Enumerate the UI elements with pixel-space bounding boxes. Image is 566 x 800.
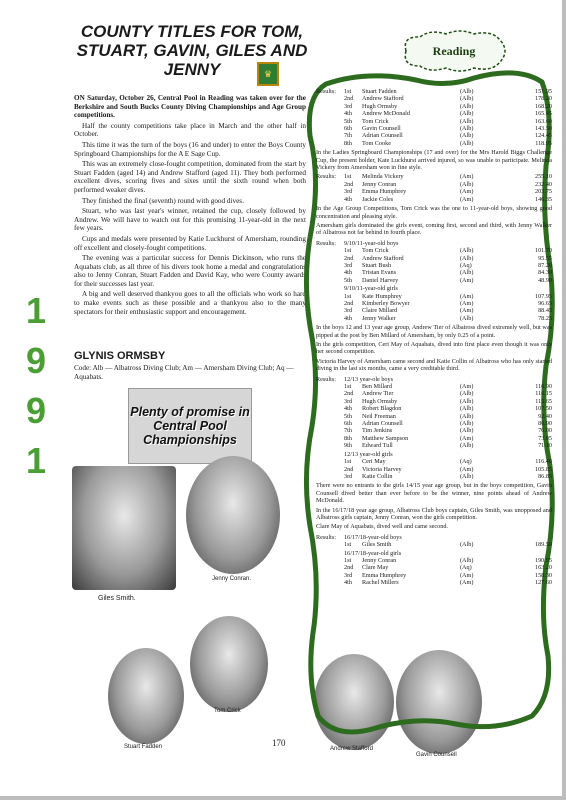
- results-label: [316, 564, 344, 571]
- results-label: [316, 110, 344, 117]
- result-score: 73.95: [538, 434, 552, 442]
- result-position: 1st: [344, 383, 352, 391]
- result-club: (Alb): [460, 88, 474, 95]
- result-position: 5th: [344, 117, 352, 125]
- result-club: (Alb): [460, 269, 474, 277]
- result-position: 1st: [344, 541, 352, 549]
- reading-label: Reading: [432, 43, 476, 58]
- result-row: [316, 132, 552, 139]
- result-position: 4th: [344, 269, 352, 277]
- results-label: [316, 390, 344, 397]
- result-name: Gavin Counsell: [362, 125, 401, 133]
- results-label: [316, 541, 344, 548]
- result-name: Jenny Conran: [362, 556, 397, 564]
- results-label: [316, 427, 344, 434]
- results-label: [316, 247, 344, 254]
- result-score: 116.15: [535, 390, 552, 398]
- results-label: [316, 300, 344, 307]
- results-label: [316, 572, 344, 579]
- result-club: (Alb): [460, 132, 474, 140]
- age-group-label: 16/17/18-year-old boys: [344, 533, 402, 541]
- result-club: (Alb): [460, 139, 474, 147]
- result-position: 1st: [344, 173, 352, 181]
- result-score: 96.65: [538, 299, 552, 307]
- result-score: 190.95: [534, 556, 552, 564]
- result-position: 4th: [344, 405, 352, 413]
- result-name: Jackie Coles: [362, 195, 394, 203]
- result-club: (Alb): [460, 556, 474, 564]
- result-name: Hugh Ormsby: [362, 102, 398, 110]
- result-name: Ceri May: [362, 458, 386, 466]
- result-score: 189.50: [534, 541, 552, 549]
- result-position: 3rd: [344, 472, 353, 480]
- year-digit: 1: [26, 290, 47, 331]
- result-position: 3rd: [344, 307, 353, 315]
- result-name: Andrew Stafford: [362, 254, 404, 262]
- article-paragraph: A big and well deserved thankyou goes to all the officials who work so hard to make events such as these possible and a thankyou also to the many spectators for their enthusiastic support and encouragement.: [74, 290, 306, 316]
- result-row: [316, 293, 552, 300]
- promo-text: Plenty of promise in Central Pool Championships: [130, 405, 250, 447]
- result-club: (Am): [460, 383, 474, 391]
- result-name: Melinda Vickery: [362, 173, 404, 181]
- results-label: [316, 307, 344, 314]
- result-club: (Am): [460, 571, 474, 579]
- result-name: Jenny Walker: [362, 314, 396, 322]
- result-name: Tom Crick: [362, 117, 389, 125]
- result-row: [316, 125, 552, 132]
- result-name: Adrian Counsell: [362, 132, 403, 140]
- page-number: 170: [272, 738, 286, 748]
- result-name: Claire Millard: [362, 307, 398, 315]
- result-club: (Alb): [460, 405, 474, 413]
- result-name: Andrew McDonald: [362, 110, 410, 118]
- result-club: (Alb): [460, 247, 474, 255]
- tom-crick-photo: [190, 616, 268, 712]
- result-row: [316, 572, 552, 579]
- result-score: 203.75: [534, 188, 552, 196]
- result-row: [316, 473, 552, 480]
- agegroup-results: [316, 239, 552, 322]
- result-score: 115.65: [535, 397, 552, 405]
- result-club: (Am): [460, 292, 474, 300]
- results-section-header: [316, 284, 552, 292]
- result-score: 107.50: [534, 405, 552, 413]
- results-label: [316, 262, 344, 269]
- results-label: Results:: [316, 239, 336, 247]
- result-row: [316, 110, 552, 117]
- article-paragraph: Stuart, who was last year's winner, retained the cup, closely followed by Andrew. We will have to watch out for this promising 11-year-old in the next few years.: [74, 207, 306, 233]
- result-club: (Alb): [460, 180, 474, 188]
- result-score: 48.90: [538, 276, 552, 284]
- result-club: (Alb): [460, 125, 474, 133]
- result-club: (Am): [460, 173, 474, 181]
- result-club: (Alb): [460, 541, 474, 549]
- results-label: Results:: [316, 173, 336, 181]
- result-row: [316, 277, 552, 284]
- results-label: [316, 103, 344, 110]
- results-label: [316, 140, 344, 147]
- year-digit: 9: [26, 340, 47, 381]
- result-position: 4th: [344, 110, 352, 118]
- result-position: 2nd: [344, 465, 354, 473]
- result-row: [316, 405, 552, 412]
- results-label: [316, 118, 344, 125]
- result-position: 1st: [344, 556, 352, 564]
- results-label: [316, 420, 344, 427]
- teen-paragraph-2: In the girls competition, Ceri May of Aquabats, dived into first place even though it was only her second competition.: [316, 341, 552, 356]
- result-club: (Alb): [460, 472, 474, 480]
- result-name: Emma Humphrey: [362, 571, 407, 579]
- result-score: 116.90: [535, 383, 552, 391]
- result-row: [316, 140, 552, 147]
- result-name: Emma Humphrey: [362, 188, 407, 196]
- result-position: 4th: [344, 314, 352, 322]
- result-club: (Alb): [460, 427, 474, 435]
- result-position: 8th: [344, 434, 352, 442]
- senior-results: [316, 533, 552, 587]
- results-label: [316, 284, 344, 292]
- result-position: 2nd: [344, 564, 354, 572]
- result-position: 1st: [344, 292, 352, 300]
- result-row: [316, 442, 552, 449]
- year-digit: 9: [26, 390, 47, 431]
- result-position: 3rd: [344, 102, 353, 110]
- results-label: [316, 383, 344, 390]
- result-name: Andrew Tier: [362, 390, 394, 398]
- results-section-header: [316, 375, 552, 383]
- caption-giles: Giles Smith.: [98, 595, 136, 602]
- result-row: [316, 173, 552, 180]
- result-name: Giles Smith: [362, 541, 392, 549]
- jenny-conran-photo: [186, 456, 280, 574]
- result-score: 118.95: [535, 139, 552, 147]
- result-club: (Alb): [460, 95, 474, 103]
- result-row: [316, 196, 552, 203]
- result-name: Tom Cooke: [362, 139, 391, 147]
- results-label: [316, 398, 344, 405]
- result-score: 232.40: [534, 180, 552, 188]
- results-label: [316, 405, 344, 412]
- results-label: [316, 435, 344, 442]
- result-row: [316, 383, 552, 390]
- article-paragraph: Cups and medals were presented by Katie Luckhurst of Amersham, rounding off excellent and closely-fought competitions.: [74, 234, 306, 252]
- result-score: 146.35: [534, 195, 552, 203]
- result-name: Jenny Conran: [362, 180, 397, 188]
- teen-paragraph: In the boys 12 and 13 year age group, Andrew Tier of Albatross dived extremely well, but was pipped at the post by Ben Millard of Amersham, by only 0.25 of a point.: [316, 324, 552, 339]
- result-score: 101.70: [534, 247, 552, 255]
- results-label: [316, 181, 344, 188]
- result-name: Robert Blagdon: [362, 405, 402, 413]
- result-position: 3rd: [344, 571, 353, 579]
- result-row: [316, 398, 552, 405]
- result-row: [316, 247, 552, 254]
- agegroup-paragraph-2: Amersham girls dominated the girls event, coming first, second and third, with Jenny Walker of Albatross not far behind in fourth place.: [316, 221, 552, 237]
- results-label: [316, 95, 344, 102]
- result-score: 158.30: [534, 571, 552, 579]
- age-group-label: 12/13 year-old girls: [344, 450, 393, 458]
- result-position: 3rd: [344, 397, 353, 405]
- result-row: [316, 95, 552, 102]
- result-row: [316, 541, 552, 548]
- age-group-label: 12/13 year-ole boys: [344, 375, 394, 383]
- senior-paragraph-2: Clare May of Aquabats, dived well and came second.: [316, 523, 448, 531]
- result-club: (Alb): [460, 314, 474, 322]
- result-position: 7th: [344, 132, 352, 140]
- results-label: [316, 255, 344, 262]
- result-score: 76.00: [538, 427, 552, 435]
- result-club: (Alb): [460, 102, 474, 110]
- result-row: [316, 255, 552, 262]
- result-club: (Am): [460, 579, 474, 587]
- result-name: Rachel Millers: [362, 579, 399, 587]
- result-score: 71.10: [538, 442, 552, 450]
- result-score: 143.50: [534, 125, 552, 133]
- result-score: 127.60: [534, 579, 552, 587]
- result-row: [316, 118, 552, 125]
- results-label: [316, 473, 344, 480]
- result-row: [316, 269, 552, 276]
- result-club: (Am): [460, 188, 474, 196]
- result-score: 163.20: [534, 564, 552, 572]
- giles-smith-photo: [72, 466, 176, 590]
- caption-gavin: Gavin Counsell: [416, 752, 457, 758]
- article-paragraph: This time it was the turn of the boys (16 and under) to enter the Boys County Springboard Championships for the A E Sage Cup.: [74, 140, 306, 158]
- results-label: [316, 557, 344, 564]
- boys-springboard-results: [316, 88, 552, 147]
- author-name: GLYNIS ORMSBY: [74, 350, 166, 362]
- result-club: (Alb): [460, 110, 474, 118]
- result-position: 3rd: [344, 188, 353, 196]
- result-row: [316, 390, 552, 397]
- result-position: 2nd: [344, 95, 354, 103]
- result-position: 5th: [344, 276, 352, 284]
- result-club: (Am): [460, 465, 474, 473]
- age-group-label: 9/10/11-year-old boys: [344, 239, 399, 247]
- result-position: 7th: [344, 427, 352, 435]
- results-label: [316, 458, 344, 465]
- result-name: Andrew Stafford: [362, 95, 404, 103]
- result-row: [316, 466, 552, 473]
- result-position: 2nd: [344, 299, 354, 307]
- result-score: 86.85: [538, 472, 552, 480]
- caption-andrew: Andrew Stafford: [330, 746, 373, 752]
- article-paragraph: They finished the final (seventh) round with good dives.: [82, 196, 244, 205]
- article-paragraph: Half the county competitions take place in March and the other half in October.: [74, 121, 306, 139]
- result-row: [316, 413, 552, 420]
- result-position: 2nd: [344, 254, 354, 262]
- result-name: Tim Jenkins: [362, 427, 393, 435]
- result-position: 6th: [344, 420, 352, 428]
- results-label: [316, 125, 344, 132]
- result-score: 88.45: [538, 307, 552, 315]
- results-label: [316, 579, 344, 586]
- results-label: Results:: [316, 533, 336, 541]
- caption-tom: Tom Crick: [214, 708, 241, 714]
- caption-stuart: Stuart Fadden: [124, 744, 163, 750]
- results-label: [316, 293, 344, 300]
- older-paragraph: There were no entrants to the girls 14/15 year age group, but in the boys competition, Gavin Counsell dived better than ever before to be the winner, nine points ahead of Andrew McDonald.: [316, 482, 552, 505]
- result-name: Adrian Counsell: [362, 420, 403, 428]
- result-score: 178.20: [534, 95, 552, 103]
- result-row: [316, 557, 552, 564]
- result-club: (Alb): [460, 412, 474, 420]
- result-score: 151.95: [534, 88, 552, 95]
- crest-icon: ♛: [257, 62, 279, 86]
- result-club: (Alb): [460, 397, 474, 405]
- result-position: 2nd: [344, 390, 354, 398]
- results-label: [316, 450, 344, 458]
- result-score: 78.25: [538, 314, 552, 322]
- result-club: (Alb): [460, 390, 474, 398]
- result-row: [316, 579, 552, 586]
- stuart-fadden-photo: [108, 648, 184, 744]
- ladies-paragraph: In the Ladies Springboard Championships (17 and over) for the Mrs Harold Biggs Challenge Cup, the present holder, Kate Luckhurst arrived injured, so was unable to participate. Melinda Vickery from Amersham won in fine style.: [316, 149, 552, 172]
- result-score: 86.90: [538, 420, 552, 428]
- result-score: 92.40: [538, 412, 552, 420]
- result-score: 168.20: [534, 102, 552, 110]
- results-label: [316, 132, 344, 139]
- headline: COUNTY TITLES FOR TOM, STUART, GAVIN, GILES AND JENNY: [76, 22, 308, 79]
- results-label: [316, 269, 344, 276]
- result-row: [316, 300, 552, 307]
- result-name: Stuart Fadden: [362, 88, 397, 95]
- result-score: 124.45: [534, 132, 552, 140]
- result-row: [316, 181, 552, 188]
- result-row: [316, 88, 552, 95]
- result-row: [316, 427, 552, 434]
- results-column: [316, 88, 552, 587]
- result-position: 1st: [344, 88, 352, 95]
- article-paragraph: The evening was a particular success for Dennis Dickinson, who runs the Aquabats club, as all three of his divers took home a medal and congratulations also to Jenny Conran, Stuart Fadden and David Kay, who were County awards for their successes last year.: [74, 254, 306, 288]
- result-name: Stuart Bush: [362, 261, 392, 269]
- result-club: (Alb): [460, 117, 474, 125]
- ladies-results: [316, 173, 552, 203]
- result-club: (Am): [460, 276, 474, 284]
- result-name: Clare May: [362, 564, 389, 572]
- result-name: Matthew Sampson: [362, 434, 409, 442]
- results-label: [316, 413, 344, 420]
- result-club: (Am): [460, 195, 474, 203]
- result-score: 107.95: [534, 292, 552, 300]
- results-label: [316, 442, 344, 449]
- article-paragraph: ON Saturday, October 26, Central Pool in Reading was taken over for the Berkshire and South Bucks County Diving Championships and Age Group competitions.: [74, 94, 306, 120]
- results-label: [316, 549, 344, 557]
- result-position: 8th: [344, 139, 352, 147]
- result-score: 105.85: [534, 465, 552, 473]
- result-row: [316, 435, 552, 442]
- results-label: [316, 315, 344, 322]
- result-club: (Am): [460, 307, 474, 315]
- result-row: [316, 262, 552, 269]
- results-label: [316, 277, 344, 284]
- result-name: Ben Millard: [362, 383, 393, 391]
- result-position: 9th: [344, 442, 352, 450]
- results-label: [316, 196, 344, 203]
- results-section-header: [316, 533, 552, 541]
- results-label: [316, 466, 344, 473]
- result-score: 165.45: [534, 110, 552, 118]
- result-row: [316, 564, 552, 571]
- result-score: 84.30: [538, 269, 552, 277]
- results-section-header: [316, 549, 552, 557]
- senior-paragraph: In the 16/17/18 year age group, Albatross Club boys captain, Giles Smith, was unopposed and Albatross girls captain, Jenny Conran, won the girls competition.: [316, 506, 552, 521]
- result-name: Victoria Harvey: [362, 465, 402, 473]
- result-name: Tristan Evans: [362, 269, 396, 277]
- result-position: 2nd: [344, 180, 354, 188]
- result-score: 95.55: [538, 254, 552, 262]
- age-group-label: 9/10/11-year-old girls: [344, 285, 398, 293]
- teen-results: [316, 375, 552, 481]
- result-name: Neil Freeman: [362, 412, 396, 420]
- result-name: Katie Collin: [362, 472, 393, 480]
- result-row: [316, 420, 552, 427]
- article-paragraph: This was an extremely close-fought competition, dominated from the start by Stuart Fadden (aged 14) and Andrew Stafford (aged 11). They both performed excellent dives, scoring fives and sixes until the sixth round when both performed weaker dives.: [74, 160, 306, 194]
- result-club: (Alb): [460, 254, 474, 262]
- result-row: [316, 188, 552, 195]
- club-codes: Code: Alb — Albatross Diving Club; Am — Amersham Diving Club; Aq — Aquabats.: [74, 364, 294, 381]
- result-club: (Alb): [460, 420, 474, 428]
- result-position: 4th: [344, 195, 352, 203]
- results-section-header: [316, 450, 552, 458]
- result-club: (Aq): [460, 458, 472, 466]
- result-position: 6th: [344, 125, 352, 133]
- result-name: Edward Tull: [362, 442, 393, 450]
- result-score: 87.20: [538, 261, 552, 269]
- year-digit: 1: [26, 440, 47, 481]
- result-row: [316, 458, 552, 465]
- result-row: [316, 315, 552, 322]
- caption-jenny: Jenny Conran.: [212, 576, 252, 582]
- results-label: [316, 188, 344, 195]
- result-name: Kate Humphrey: [362, 292, 402, 300]
- result-name: Tom Crick: [362, 247, 389, 255]
- article-body: [74, 94, 306, 318]
- result-club: (Aq): [460, 261, 472, 269]
- results-label: Results:: [316, 375, 336, 383]
- result-score: 163.60: [534, 117, 552, 125]
- result-name: Hugh Ormsby: [362, 397, 398, 405]
- result-club: (Am): [460, 299, 474, 307]
- promo-box: [128, 388, 252, 464]
- age-group-label: 16/17/18-year-old girls: [344, 549, 402, 557]
- result-row: [316, 307, 552, 314]
- results-section-header: [316, 239, 552, 247]
- results-label: Results:: [316, 88, 336, 95]
- result-position: 5th: [344, 412, 352, 420]
- result-row: [316, 103, 552, 110]
- result-name: Daniel Harvey: [362, 276, 399, 284]
- agegroup-paragraph: In the Age Group Competitions, Tom Crick was the one to 11-year-old boys, showing good concentration and pleasing style.: [316, 205, 552, 220]
- result-club: (Alb): [460, 442, 474, 450]
- result-club: (Aq): [460, 564, 472, 572]
- result-name: Kimberley Bowyer: [362, 299, 410, 307]
- result-position: 4th: [344, 579, 352, 587]
- result-score: 116.40: [535, 458, 552, 466]
- result-position: 1st: [344, 247, 352, 255]
- result-club: (Am): [460, 434, 474, 442]
- result-score: 255.10: [534, 173, 552, 181]
- teen-paragraph-3: Victoria Harvey of Amersham came second and Katie Collin of Albatross who has only started diving in the last six months, came a very creditable third.: [316, 357, 552, 373]
- result-position: 1st: [344, 458, 352, 466]
- result-position: 3rd: [344, 261, 353, 269]
